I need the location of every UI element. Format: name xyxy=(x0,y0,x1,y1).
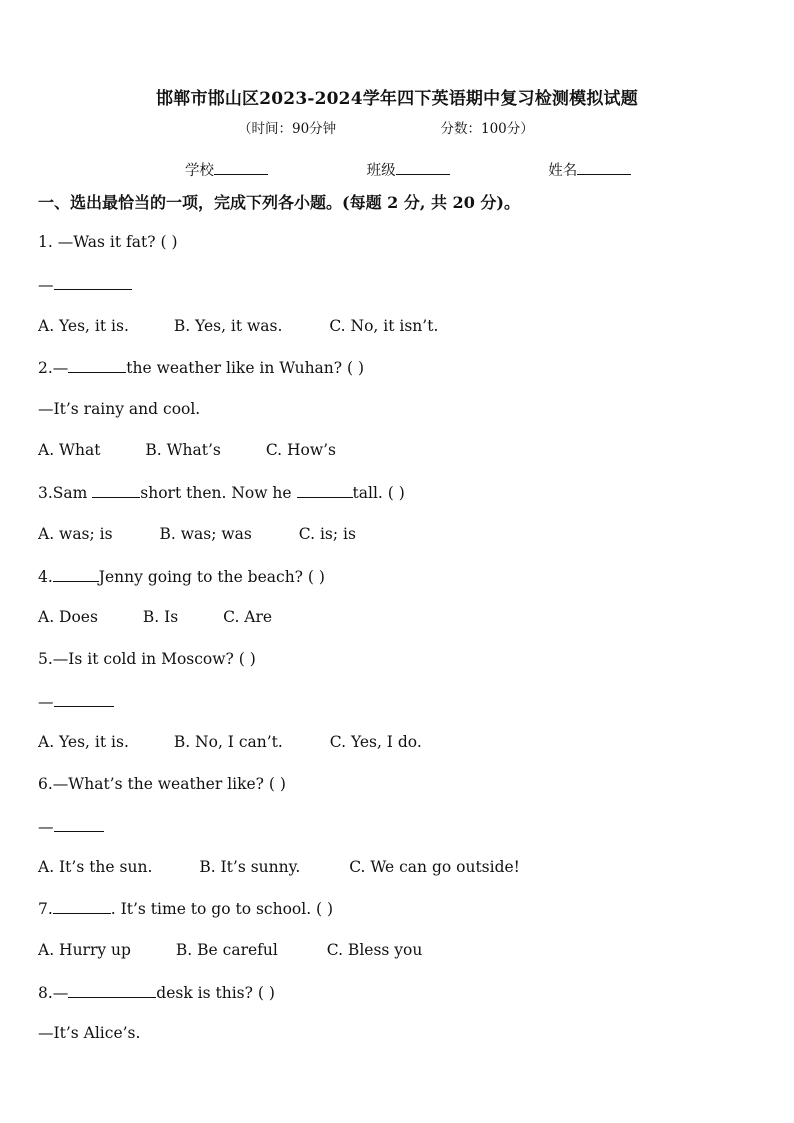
q4-stem xyxy=(38,567,325,586)
q4-option-c: C. Are xyxy=(223,608,273,626)
q4-suffix: Jenny going to the beach? ( ) xyxy=(98,568,325,586)
q4-option-b: B. Is xyxy=(142,608,179,626)
q6-option-a: A. It’s the sun. xyxy=(38,858,153,876)
section-heading: 一、选出最恰当的一项，完成下列各小题。(每题 2 分, 共 20 分)。 xyxy=(38,193,520,212)
exam-title: 邯郸市邯山区2023-2024学年四下英语期中复习检测模拟试题 xyxy=(156,89,638,109)
school-label: 学校 xyxy=(185,163,214,179)
q3-part1: 3.Sam xyxy=(38,484,93,502)
school-field xyxy=(185,159,268,180)
q3-blank-1 xyxy=(92,483,140,498)
q2-blank xyxy=(68,358,126,373)
q2-options xyxy=(38,441,336,459)
q2-option-c: C. How’s xyxy=(265,441,336,459)
q1-options xyxy=(38,317,438,335)
q7-blank xyxy=(53,899,111,914)
name-blank xyxy=(577,160,631,175)
class-field xyxy=(367,159,450,180)
q7-option-c: C. Bless you xyxy=(326,941,423,959)
q7-suffix: . It’s time to go to school. ( ) xyxy=(110,900,334,918)
q6-blank xyxy=(54,817,104,832)
q3-part2: short then. Now he xyxy=(140,484,297,502)
q1-option-a: A. Yes, it is. xyxy=(38,317,129,335)
q5-answer-line xyxy=(38,692,114,711)
q4-option-a: A. Does xyxy=(38,608,98,626)
q3-option-b: B. was; was xyxy=(159,525,252,543)
q4-prefix: 4. xyxy=(38,568,53,586)
q7-stem xyxy=(38,899,333,918)
exam-subtitle xyxy=(238,117,534,137)
q3-blank-2 xyxy=(297,483,353,498)
q1-stem: 1. —Was it fat? ( ) xyxy=(38,233,178,251)
score-label: 分数：100分） xyxy=(440,121,534,137)
q2-reply: —It’s rainy and cool. xyxy=(38,400,201,418)
q8-suffix: desk is this? ( ) xyxy=(156,984,275,1002)
school-blank xyxy=(214,160,268,175)
q7-option-b: B. Be careful xyxy=(175,941,278,959)
q8-prefix: 8.— xyxy=(38,984,69,1002)
q6-option-c: C. We can go outside! xyxy=(349,858,520,876)
q4-options xyxy=(38,608,272,626)
q7-prefix: 7. xyxy=(38,900,53,918)
q2-suffix: the weather like in Wuhan? ( ) xyxy=(126,359,365,377)
q3-part3: tall. ( ) xyxy=(352,484,405,502)
q3-option-c: C. is; is xyxy=(298,525,356,543)
q6-stem: 6.—What’s the weather like? ( ) xyxy=(38,775,286,793)
q8-blank xyxy=(68,983,156,998)
name-label: 姓名 xyxy=(548,163,578,179)
q7-options xyxy=(38,941,422,959)
q5-stem: 5.—Is it cold in Moscow? ( ) xyxy=(38,650,256,668)
q3-options xyxy=(38,525,356,543)
q1-answer-line xyxy=(38,275,132,294)
q1-option-c: C. No, it isn’t. xyxy=(329,317,439,335)
q6-options xyxy=(38,858,520,876)
q5-option-b: B. No, I can’t. xyxy=(173,733,283,751)
class-label: 班级 xyxy=(366,163,396,179)
q5-option-c: C. Yes, I do. xyxy=(329,733,422,751)
q1-dash: — xyxy=(38,276,54,294)
q2-prefix: 2.— xyxy=(38,359,69,377)
q6-dash: — xyxy=(38,818,54,836)
q7-option-a: A. Hurry up xyxy=(38,941,131,959)
q1-blank xyxy=(54,275,132,290)
q3-option-a: A. was; is xyxy=(38,525,113,543)
q5-dash: — xyxy=(38,693,54,711)
student-info xyxy=(185,159,631,180)
q2-option-b: B. What’s xyxy=(145,441,221,459)
q8-stem xyxy=(38,983,275,1002)
q1-option-b: B. Yes, it was. xyxy=(173,317,283,335)
q2-stem xyxy=(38,358,364,377)
q5-option-a: A. Yes, it is. xyxy=(38,733,129,751)
q6-answer-line xyxy=(38,817,104,836)
name-field xyxy=(548,159,631,180)
q6-option-b: B. It’s sunny. xyxy=(199,858,301,876)
q8-reply: —It’s Alice’s. xyxy=(38,1024,141,1042)
q4-blank xyxy=(53,567,99,582)
q3-stem xyxy=(38,483,405,502)
q2-option-a: A. What xyxy=(38,441,101,459)
class-blank xyxy=(396,160,450,175)
q5-blank xyxy=(54,692,114,707)
q5-options xyxy=(38,733,422,751)
time-label: （时间：90分钟 xyxy=(238,121,337,137)
